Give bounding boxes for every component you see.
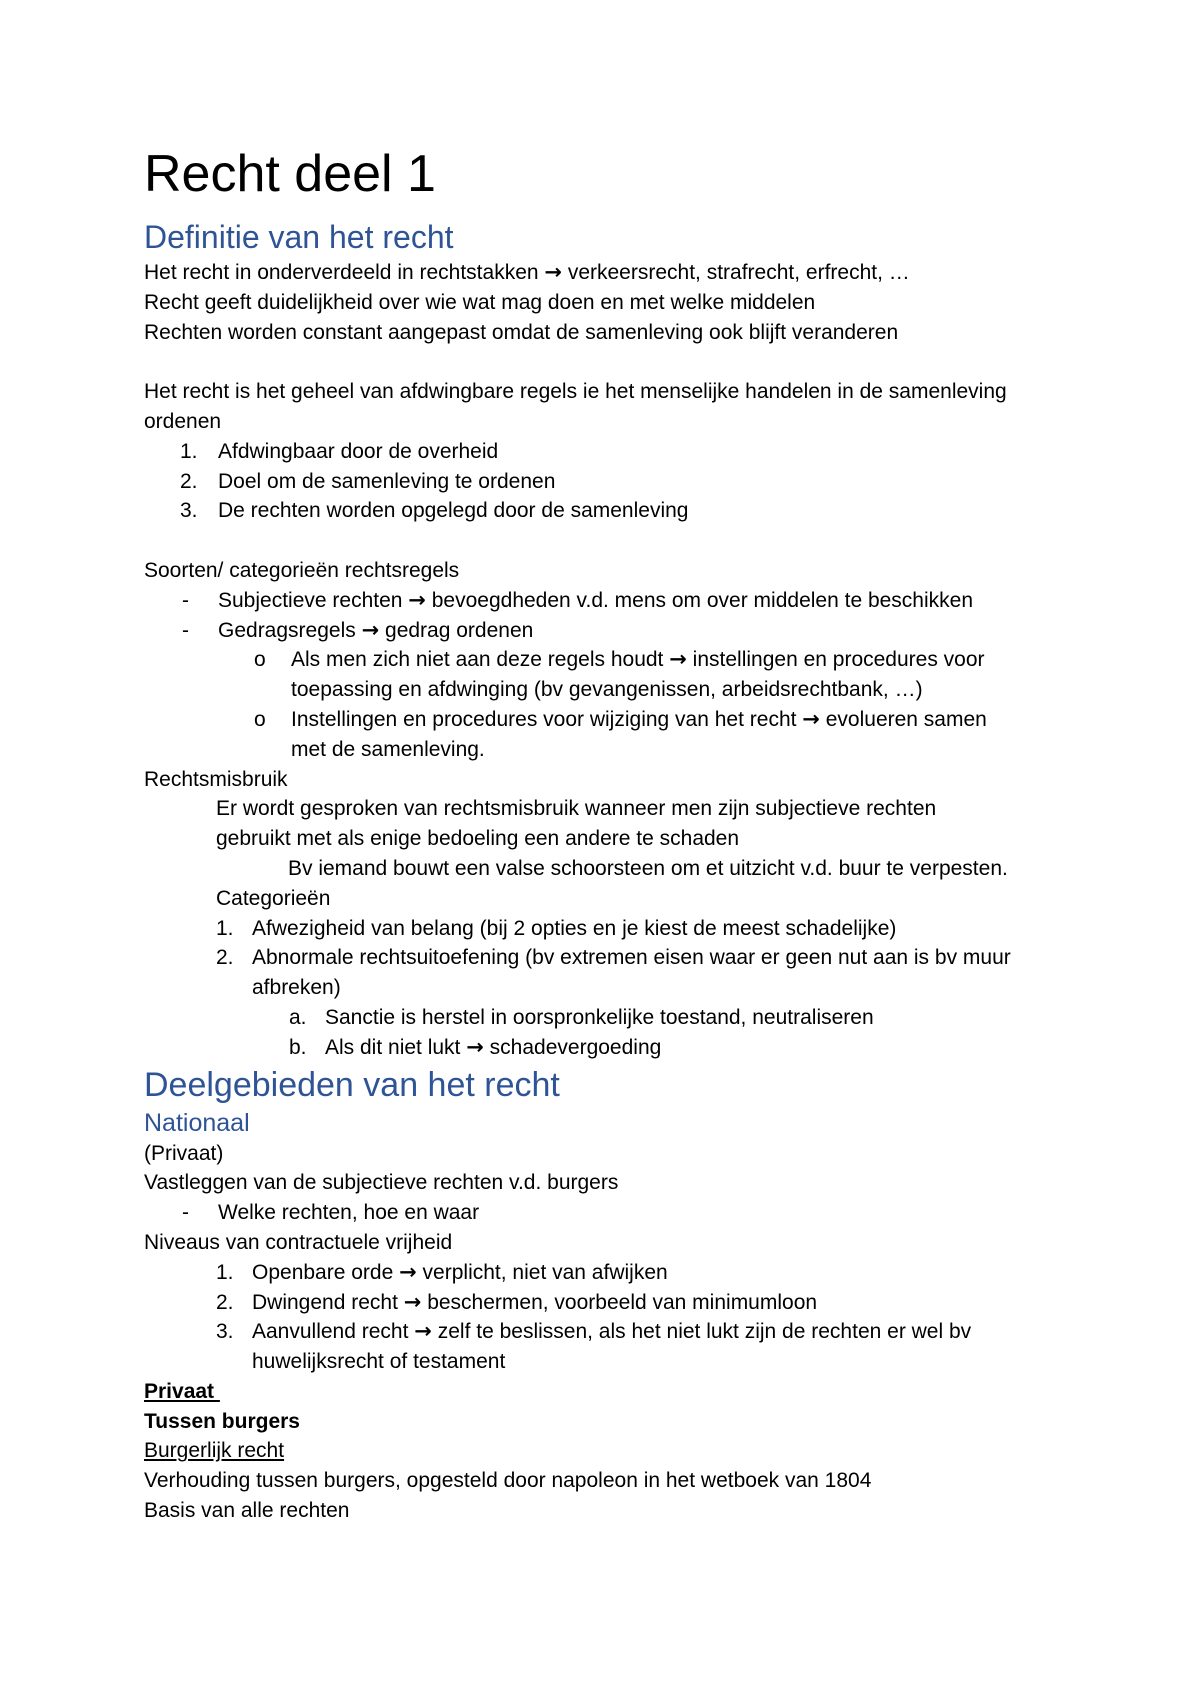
list-item: 2. Abnormale rechtsuitoefening (bv extremen eisen waar er geen nut aan is bv muur: [216, 946, 1011, 970]
heading-deelgebieden: Deelgebieden van het recht: [144, 1065, 560, 1104]
list-item: 1. Openbare orde → verplicht, niet van afwijken: [216, 1259, 668, 1284]
list-item: b. Als dit niet lukt → schadevergoeding: [289, 1034, 662, 1059]
list-item: 3. De rechten worden opgelegd door de samenleving: [180, 499, 689, 523]
paragraph: Rechtsmisbruik: [144, 767, 288, 791]
circle-bullet-icon: o: [254, 648, 266, 672]
arrow-icon: →: [403, 1289, 422, 1314]
label-tussen-burgers: Tussen burgers: [144, 1409, 300, 1433]
paragraph: (Privaat): [144, 1141, 224, 1165]
list-item-continuation: huwelijksrecht of testament: [252, 1350, 506, 1374]
list-item: a. Sanctie is herstel in oorspronkelijke toestand, neutraliseren: [289, 1005, 874, 1029]
paragraph: Verhouding tussen burgers, opgesteld door napoleon in het wetboek van 1804: [144, 1469, 872, 1493]
arrow-icon: →: [802, 706, 820, 731]
document-title: Recht deel 1: [144, 145, 436, 203]
paragraph: Niveaus van contractuele vrijheid: [144, 1230, 453, 1254]
paragraph: Categorieën: [216, 886, 331, 910]
list-item: o Als men zich niet aan deze regels houdt → instellingen en procedures voor: [144, 645, 1074, 675]
paragraph: Basis van alle rechten: [144, 1499, 350, 1523]
paragraph: Vastleggen van de subjectieve rechten v.d. burgers: [144, 1171, 619, 1195]
list-item: - Gedragsregels → gedrag ordenen: [182, 617, 534, 642]
list-item: 2. Doel om de samenleving te ordenen: [180, 469, 556, 493]
list-item: 2. Dwingend recht → beschermen, voorbeeld van minimumloon: [216, 1289, 818, 1314]
document-body: [144, 140, 1074, 1526]
arrow-icon: →: [399, 1259, 417, 1284]
paragraph: Bv iemand bouwt een valse schoorsteen om et uitzicht v.d. buur te verpesten.: [288, 856, 1008, 880]
paragraph: gebruikt met als enige bedoeling een andere te schaden: [216, 827, 740, 851]
heading-definitie: Definitie van het recht: [144, 219, 454, 255]
paragraph: Het recht in onderverdeeld in rechtstakken → verkeersrecht, strafrecht, erfrecht, …: [144, 260, 910, 284]
arrow-icon: →: [466, 1034, 484, 1059]
paragraph: Er wordt gesproken van rechtsmisbruik wanneer men zijn subjectieve rechten: [216, 797, 937, 821]
arrow-icon: →: [414, 1319, 432, 1344]
list-item-continuation: afbreken): [252, 976, 341, 1000]
paragraph: ordenen: [144, 409, 222, 433]
subheading-nationaal: Nationaal: [144, 1108, 250, 1137]
arrow-icon: →: [544, 260, 562, 284]
label-privaat: Privaat: [144, 1379, 220, 1403]
list-item: 1. Afwezigheid van belang (bij 2 opties en je kiest de meest schadelijke): [216, 916, 897, 940]
paragraph: Soorten/ categorieën rechtsregels: [144, 558, 460, 582]
paragraph: Het recht is het geheel van afdwingbare regels ie het menselijke handelen in de samenleving: [144, 380, 1007, 404]
arrow-icon: →: [408, 587, 426, 612]
paragraph: Recht geeft duidelijkheid over wie wat mag doen en met welke middelen: [144, 290, 816, 314]
paragraph: Rechten worden constant aangepast omdat de samenleving ook blijft veranderen: [144, 320, 899, 344]
list-item: - Welke rechten, hoe en waar: [182, 1201, 480, 1225]
label-burgerlijk-recht: Burgerlijk recht: [144, 1439, 285, 1463]
arrow-icon: →: [361, 617, 380, 642]
list-item: 3. Aanvullend recht → zelf te beslissen, als het niet lukt zijn de rechten er wel bv: [216, 1319, 972, 1344]
arrow-icon: →: [669, 647, 687, 672]
list-item-continuation: toepassing en afdwinging (bv gevangenissen, arbeidsrechtbank, …): [291, 678, 923, 702]
list-item-continuation: met de samenleving.: [291, 737, 485, 761]
list-item: 1. Afdwingbaar door de overheid: [180, 439, 499, 463]
list-item: o Instellingen en procedures voor wijziging van het recht → evolueren samen: [144, 705, 1074, 735]
circle-bullet-icon: o: [254, 707, 266, 731]
list-item: - Subjectieve rechten → bevoegdheden v.d. mens om over middelen te beschikken: [182, 587, 974, 612]
